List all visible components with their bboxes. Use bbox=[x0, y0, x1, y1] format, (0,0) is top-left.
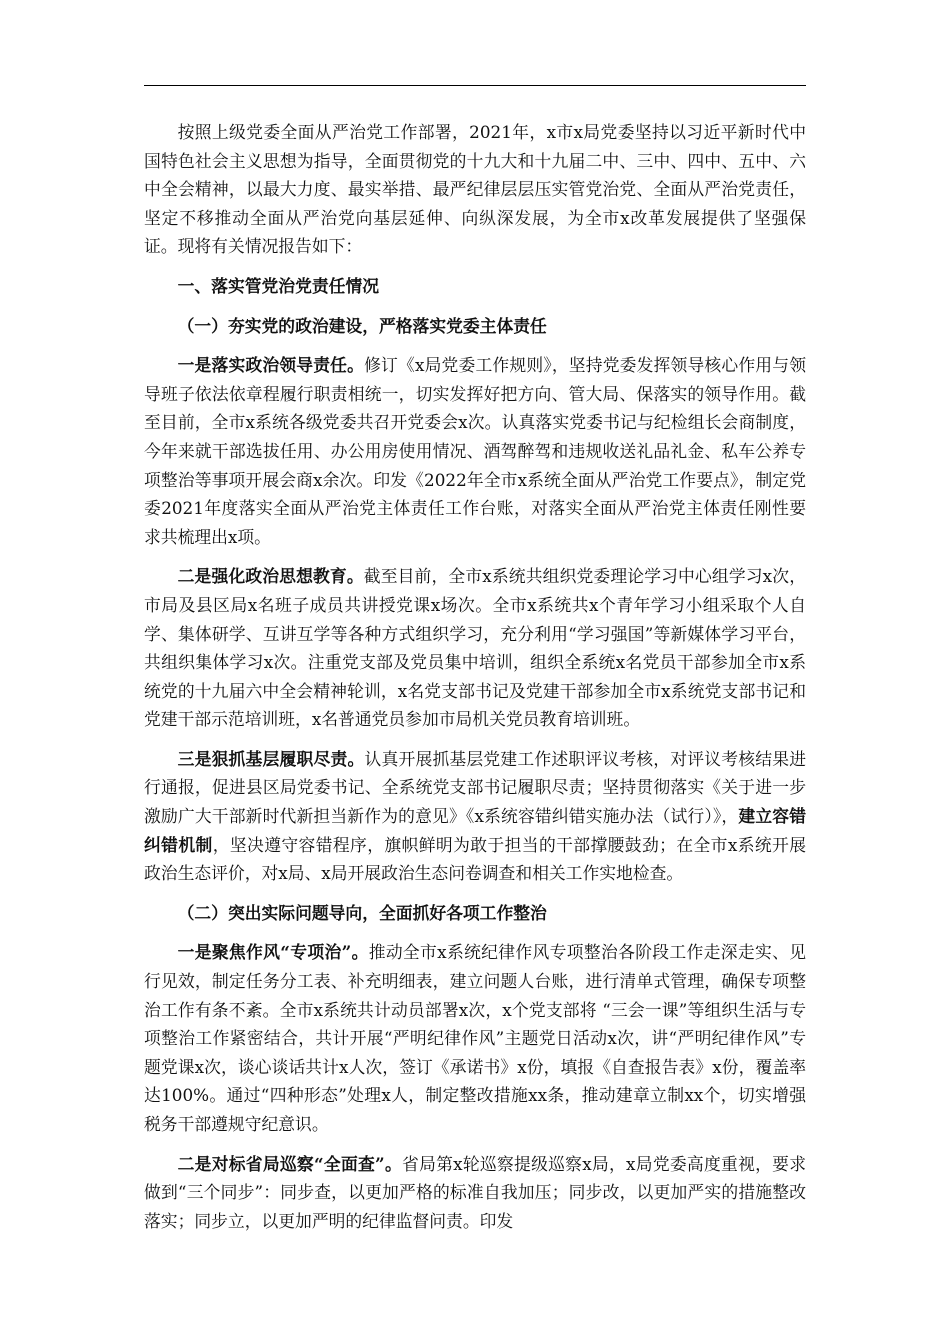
paragraph-body: 省局第x轮巡察提级巡察x局，x局党委高度重视，要求做到“三个同步”：同步查，以更加严格的标准自我加压；同步改，以更加严实的措施整改落实；同步立，以更加严明的纪律监督问责。印发 bbox=[144, 1153, 806, 1231]
subsection-heading-2: （二）突出实际问题导向，全面抓好各项工作整治 bbox=[177, 902, 547, 923]
paragraph-political-leadership bbox=[144, 351, 806, 551]
intro-paragraph: 按照上级党委全面从严治党工作部署，2021年，x市x局党委坚持以习近平新时代中国特色社会主义思想为指导，全面贯彻党的十九大和十九届二中、三中、四中、五中、六中全会精神，以最大力度、最实举措、最严纪律层层压实管党治党、全面从严治党责任，坚定不移推动全面从严治党向基层延伸、向纵深发展，为全市x改革发展提供了坚强保证。现将有关情况报告如下： bbox=[144, 122, 806, 257]
paragraph-lead: 一是落实政治领导责任。 bbox=[177, 355, 365, 376]
document-body bbox=[144, 118, 806, 1246]
paragraph-political-education bbox=[144, 562, 806, 734]
subsection-heading-1: （一）夯实党的政治建设，严格落实党委主体责任 bbox=[177, 315, 547, 336]
paragraph-lead: 二是对标省局巡察“全面查”。 bbox=[177, 1153, 403, 1174]
paragraph-body: 截至目前，全市x系统共组织党委理论学习中心组学习x次，市局及县区局x名班子成员共讲授党课x场次。全市x系统共x个青年学习小组采取个人自学、集体研学、互讲互学等各种方式组织学习，充分利用“学习强国”等新媒体学习平台，共组织集体学习x次。注重党支部及党员集中培训，组织全系统x名党员干部参加全市x系统党的十九届六中全会精神轮训，x名党支部书记及党建干部参加全市x系统党支部书记和党建干部示范培训班，x名普通党员参加市局机关党员教育培训班。 bbox=[144, 566, 806, 730]
paragraph-body: ，坚决遵守容错程序，旗帜鲜明为敢于担当的干部撑腰鼓劲；在全市x系统开展政治生态评价，对x局、x局开展政治生态问卷调查和相关工作实地检查。 bbox=[144, 834, 806, 884]
paragraph-body: 修订《x局党委工作规则》，坚持党委发挥领导核心作用与领导班子依法依章程履行职责相统一，切实发挥好把方向、管大局、保落实的领导作用。截至目前，全市x系统各级党委共召开党委会x次。认真落实党委书记与纪检组长会商制度，今年来就干部选拔任用、办公用房使用情况、酒驾醉驾和违规收送礼品礼金、私车公养专项整治等事项开展会商x余次。印发《2022年全市x系统全面从严治党工作要点》，制定党委2021年度落实全面从严治党主体责任工作台账，对落实全面从严治党主体责任刚性要求共梳理出x项。 bbox=[144, 355, 806, 547]
paragraph-grassroots-duty bbox=[144, 745, 806, 888]
paragraph-lead: 一是聚焦作风“专项治”。 bbox=[177, 942, 369, 963]
paragraph-body: 认真开展抓基层党建工作述职评议考核，对评议考核结果进行通报，促进县区局党委书记、全系统党支部书记履职尽责；坚持贯彻落实《关于进一步激励广大干部新时代新担当新作为的意见》《x系统容错纠错实施办法（试行）》， bbox=[144, 748, 806, 827]
paragraph-special-rectification bbox=[144, 938, 806, 1138]
paragraph-lead: 二是强化政治思想教育。 bbox=[177, 566, 364, 587]
section-heading-1: 一、落实管党治党责任情况 bbox=[177, 275, 379, 296]
paragraph-inspection bbox=[144, 1150, 806, 1236]
header-rule bbox=[144, 85, 806, 86]
paragraph-emphasis: 建立容错纠错机制 bbox=[144, 806, 806, 855]
paragraph-body: 推动全市x系统纪律作风专项整治各阶段工作走深走实、见行见效，制定任务分工表、补充明细表，建立问题人台账，进行清单式管理，确保专项整治工作有条不紊。全市x系统共计动员部署x次，x个党支部将 “三会一课”等组织生活与专项整治工作紧密结合，共计开展“严明纪律作风”主题党日活动x次，讲“严明纪律作风”专题党课x次，谈心谈话共计x人次，签订《承诺书》x份，填报《自查报告表》x份，覆盖率达100%。通过“四种形态”处理x人，制定整改措施xx条，推动建章立制xx个，切实增强税务干部遵规守纪意识。 bbox=[144, 942, 806, 1134]
paragraph-lead: 三是狠抓基层履职尽责。 bbox=[177, 748, 365, 769]
